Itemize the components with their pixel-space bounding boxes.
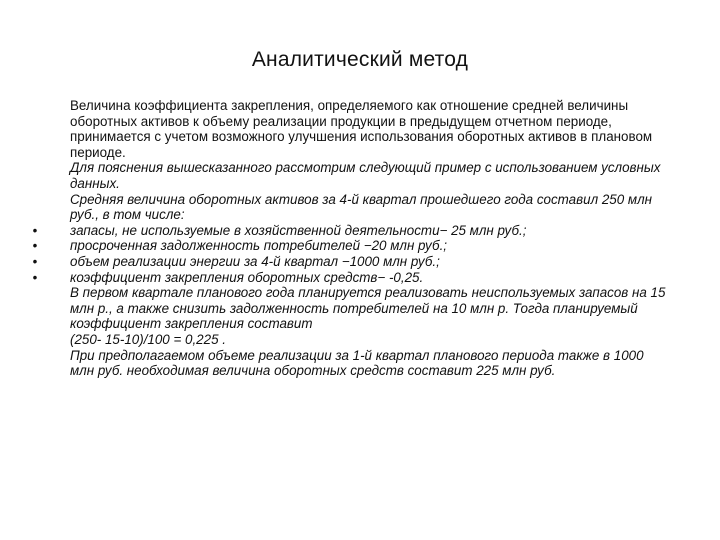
bullet-item-coefficient — [32, 269, 670, 286]
bullet-text: коэффициент закрепления оборотных средств− -0,25. — [70, 269, 424, 285]
bullet-text: запасы, не используемые в хозяйственной деятельности− 25 млн руб.; — [70, 222, 527, 238]
bullet-item-overdue-debt — [32, 238, 670, 254]
bullet-marker: • — [32, 253, 38, 269]
bullet-text: просроченная задолженность потребителей −20 млн руб.; — [70, 238, 448, 254]
formula-line: (250- 15-10)/100 = 0,225 . — [70, 331, 226, 347]
intro-paragraph: Величина коэффициента закрепления, определяемого как отношение средней величины оборотных активов к объему реализации продукции в предыдущем отчетном периоде, принимается с учетом возможного улучшения использования оборотных активов в плановом периоде. — [70, 98, 653, 160]
slide-title: Аналитический метод — [251, 48, 469, 71]
bullet-item-unused-stock — [32, 222, 670, 239]
bullet-marker: • — [32, 238, 38, 254]
bullet-text: объем реализации энергии за 4-й квартал −1000 млн руб.; — [70, 253, 440, 269]
slide-body — [32, 98, 670, 379]
bullet-marker: • — [32, 222, 38, 238]
bullet-marker: • — [32, 269, 38, 285]
example-intro-paragraph: Для пояснения вышесказанного рассмотрим следующий пример с использованием условных данных. — [70, 160, 661, 191]
average-assets-paragraph: Средняя величина оборотных активов за 4-й квартал прошедшего года составил 250 млн руб., в том числе: — [70, 191, 653, 223]
plan-paragraph: В первом квартале планового года планируется реализовать неиспользуемых запасов на 15 млн р., а также снизить задолженность потребителей на 10 млн р. Тогда планируемый коэффициент закрепления составит — [70, 285, 666, 332]
conclusion-paragraph: При предполагаемом объеме реализации за 1-й квартал планового периода также в 1000 млн руб. необходимая величина оборотных средств составит 225 млн руб. — [70, 347, 644, 379]
bullet-item-sales-volume — [32, 253, 670, 270]
